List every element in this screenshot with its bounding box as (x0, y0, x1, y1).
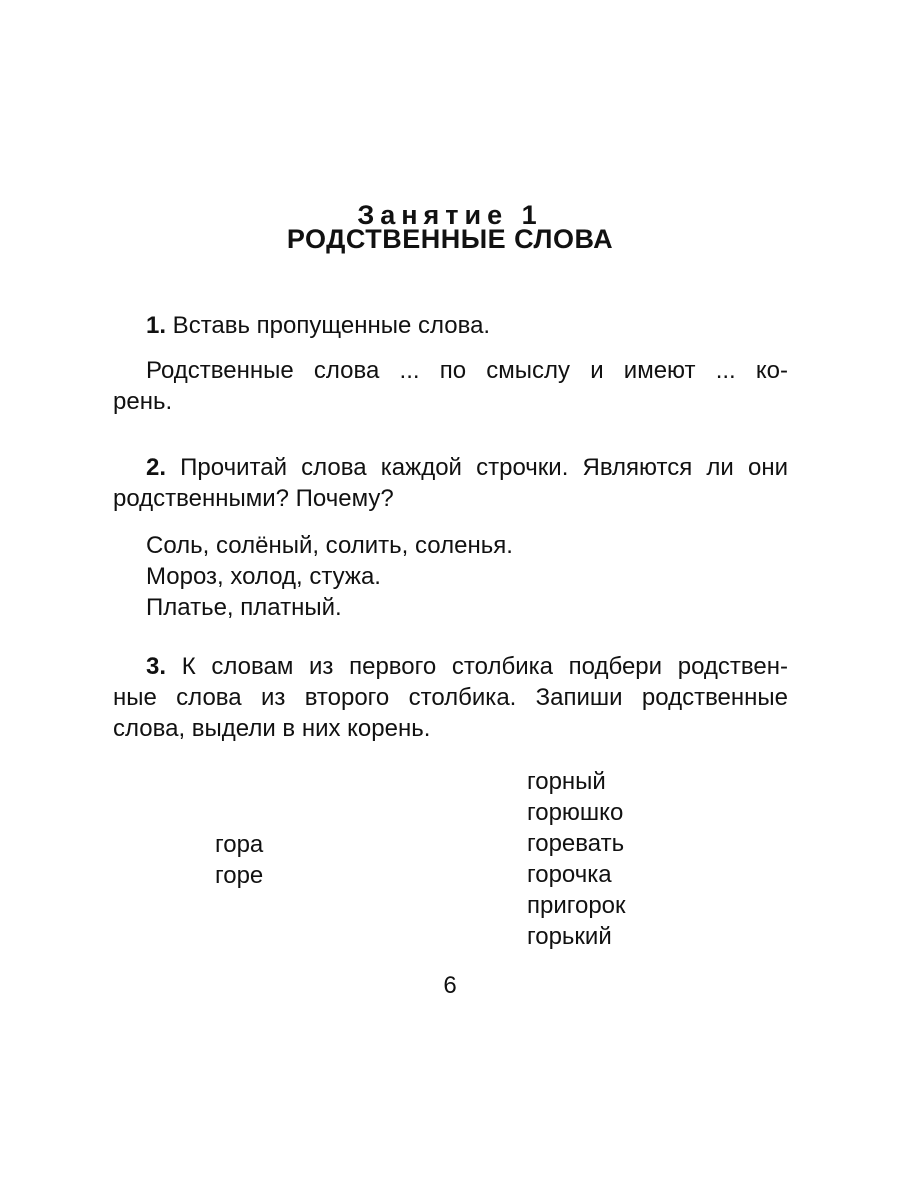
right-word: пригорок (527, 892, 626, 919)
task-2-row: Платье, платный. (146, 594, 342, 621)
task-2-rows (113, 530, 788, 623)
task-2-row: Соль, солёный, солить, соленья. (146, 532, 513, 559)
task-2-instruction-line-2: родственными? Почему? (113, 485, 394, 512)
left-word: гора (215, 831, 264, 858)
task-1-body (113, 355, 788, 417)
right-word-column (527, 766, 626, 952)
task-1-line-2: рень. (113, 388, 173, 415)
task-1-line-1: Родственные слова ... по смыслу и имеют ... ко- (146, 357, 788, 384)
task-1-number: 1. (146, 312, 167, 339)
task-2-number: 2. (146, 454, 167, 481)
task-3-instruction-line-3: слова, выдели в них корень. (113, 715, 431, 742)
right-word: горочка (527, 861, 612, 888)
left-word-column (215, 829, 263, 891)
task-2 (113, 452, 788, 514)
task-3-instruction-line-2: ные слова из второго столбика. Запиши родственные (113, 684, 788, 711)
left-word: горе (215, 862, 264, 889)
task-3-instruction-text-1: К словам из первого столбика подбери родствен- (166, 653, 788, 680)
task-3-number: 3. (146, 653, 167, 680)
section-title: РОДСТВЕННЫЕ СЛОВА (286, 224, 614, 254)
page-number: 6 (443, 972, 457, 999)
task-1-instruction (113, 310, 788, 341)
task-2-instruction-line-1 (113, 452, 788, 483)
task-3 (113, 651, 788, 744)
right-word: горный (527, 768, 606, 795)
right-word: горюшко (527, 799, 624, 826)
task-3-instruction-line-1 (113, 651, 788, 682)
task-1 (113, 310, 788, 341)
lesson-title: Занятие 1 (357, 200, 543, 230)
task-1-instruction-text: Вставь пропущенные слова. (166, 312, 491, 339)
right-word: горевать (527, 830, 625, 857)
right-word: горький (527, 923, 612, 950)
task-2-row: Мороз, холод, стужа. (146, 563, 381, 590)
task-2-instruction-text-1: Прочитай слова каждой строчки. Являются ли они (166, 454, 788, 481)
